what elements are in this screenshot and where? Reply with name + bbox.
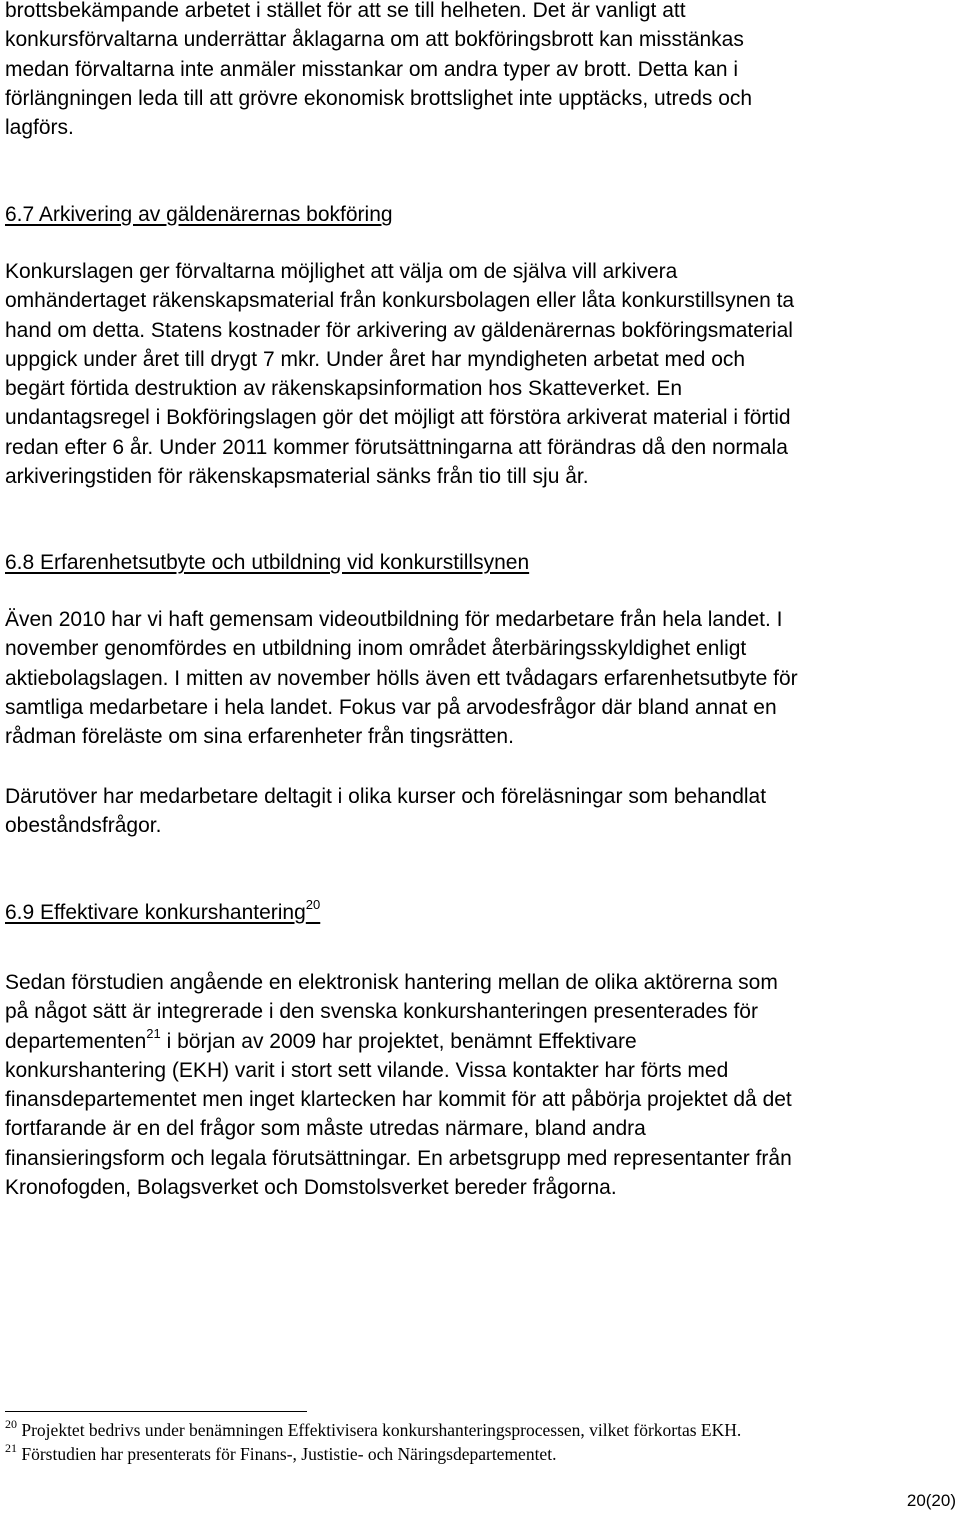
section-heading-text [5,897,321,924]
text-line: redan efter 6 år. Under 2011 kommer förutsättningarna att förändras då den normala [5,435,788,459]
footnote-text: Projektet bedrivs under benämningen Effektivisera konkurshanteringsprocessen, vilket förkortas EKH. [17,1420,742,1440]
footnote-21 [5,1442,741,1466]
text-line: rådman föreläste om sina erfarenheter från tingsrätten. [5,725,514,749]
text-line: finansieringsform och legala förutsättningar. En arbetsgrupp med representanter från [5,1146,792,1170]
text-line: konkurshantering (EKH) varit i stort sett vilande. Vissa kontakter har förts med [5,1058,729,1082]
section-heading-text: 6.8 Erfarenhetsutbyte och utbildning vid konkurstillsynen [5,551,530,574]
text-line: Konkurslagen ger förvaltarna möjlighet att välja om de själva vill arkivera [5,260,678,283]
footnotes-list [5,1418,741,1466]
footnote-text: Förstudien har presenterats för Finans-, Justistie- och Näringsdepartementet. [17,1444,557,1464]
intro-paragraph [5,0,960,142]
section-heading-text: 6.7 Arkivering av gäldenärernas bokföring [5,203,393,226]
footnote-separator [5,1411,307,1412]
section-6-7-paragraph [5,257,960,491]
footnote-number: 20 [5,1417,17,1432]
section-heading-6-9 [5,898,320,927]
text-line: hand om detta. Statens kostnader för arkivering av gäldenärernas bokföringsmaterial [5,318,793,342]
section-heading-6-8 [5,548,529,577]
section-6-8-paragraph-2 [5,782,960,841]
page-number: 20(20) [906,1491,956,1510]
footnote-ref-20: 20 [305,897,321,912]
text-line: obeståndsfrågor. [5,814,162,838]
footnote-20 [5,1418,741,1442]
section-6-9-paragraph [5,968,960,1202]
text-line: brottsbekämpande arbetet i stället för att se till helheten. Det är vanligt att [5,0,686,22]
text-line: Därutöver har medarbetare deltagit i olika kurser och föreläsningar som behandlat [5,785,767,808]
footnote-number: 21 [5,1441,17,1456]
section-heading-label: 6.9 Effektivare konkurshantering [5,901,306,924]
text-line: på något sätt är integrerade i den svenska konkurshanteringen presenterades för [5,1000,758,1024]
text-line: medan förvaltarna inte anmäler misstankar om andra typer av brott. Detta kan i [5,57,739,81]
text-line: Sedan förstudien angående en elektronisk hantering mellan de olika aktörerna som [5,971,778,994]
text-line: november genomfördes en utbildning inom området återbäringsskyldighet enligt [5,637,747,661]
text-line: konkursförvaltarna underrättar åklagarna om att bokföringsbrott kan misstänkas [5,28,744,52]
footnote-ref-21: 21 [146,1025,161,1041]
text-fragment: departementen [5,1029,147,1053]
text-line: uppgick under året till drygt 7 mkr. Under året har myndigheten arbetat med och [5,347,746,371]
text-line: samtliga medarbetare i hela landet. Fokus var på arvodesfrågor där bland annat en [5,695,777,719]
section-heading-6-7 [5,200,393,229]
text-line: finansdepartementet men inget klartecken har kommit för att påbörja projektet då det [5,1088,792,1112]
text-line: begärt förtida destruktion av räkenskapsinformation hos Skatteverket. En [5,377,683,401]
text-line: Även 2010 har vi haft gemensam videoutbildning för medarbetare från hela landet. I [5,608,783,631]
text-line: undantagsregel i Bokföringslagen gör det möjligt att förstöra arkiverat material i förtid [5,406,791,430]
section-6-8-paragraph-1 [5,605,960,751]
text-line: arkiveringstiden för räkenskapsmaterial sänks från tio till sju år. [5,465,589,489]
text-line: lagförs. [5,116,74,140]
text-line: förlängningen leda till att grövre ekonomisk brottslighet inte upptäcks, utreds och [5,86,753,110]
text-line: omhändertaget räkenskapsmaterial från konkursbolagen eller låta konkurstillsynen ta [5,289,795,313]
text-line: aktiebolagslagen. I mitten av november hölls även ett tvådagars erfarenhetsutbyte för [5,666,798,690]
text-fragment: i början av 2009 har projektet, benämnt Effektivare [160,1029,637,1053]
text-line [5,1027,960,1056]
text-line: Kronofogden, Bolagsverket och Domstolsverket bereder frågorna. [5,1176,617,1200]
text-line: fortfarande är en del frågor som måste utredas närmare, bland andra [5,1117,646,1141]
